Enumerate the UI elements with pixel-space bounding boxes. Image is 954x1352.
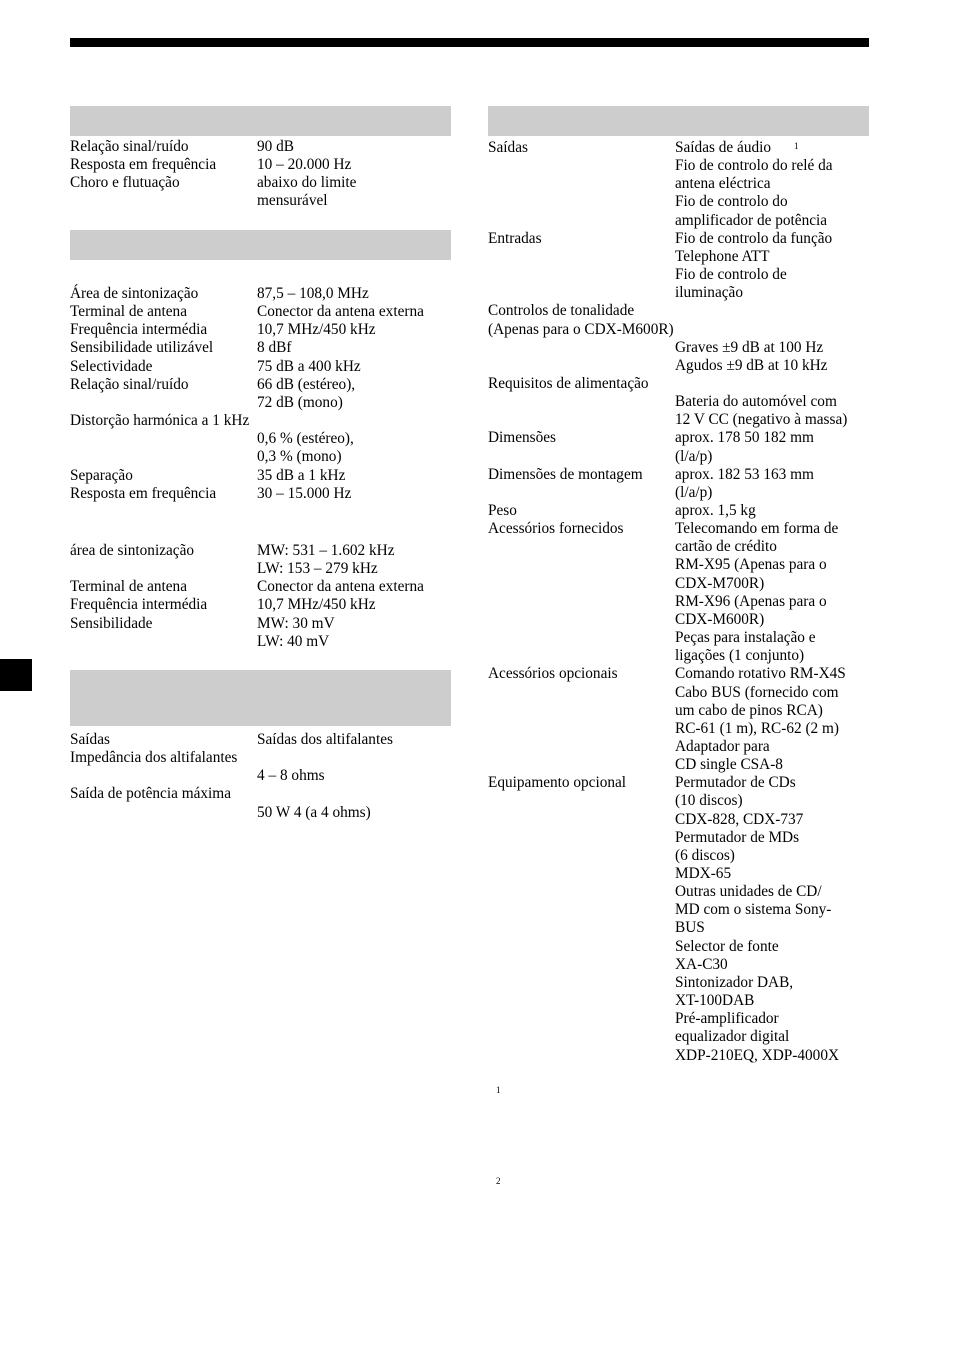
spec-value: Bateria do automóvel com	[675, 393, 837, 411]
spec-value: cartão de crédito	[675, 538, 777, 556]
cd-player-section-header	[70, 106, 451, 136]
spec-value: aprox. 178 50 182 mm	[675, 429, 814, 447]
spec-label: Peso	[488, 502, 517, 519]
footnote-2-marker: 2	[496, 1176, 501, 1186]
spec-value: Conector da antena externa	[257, 303, 424, 321]
spec-value: Permutador de MDs	[675, 828, 800, 846]
spec-value: RM-X95 (Apenas para o	[675, 556, 827, 574]
spec-label: Resposta em frequência	[70, 156, 217, 174]
power-amplifier-section-header	[70, 670, 451, 726]
spec-value: 50 W 4 (a 4 ohms)	[257, 803, 371, 821]
footnote-1-marker: 1	[496, 1085, 501, 1095]
spec-label: Relação sinal/ruído	[70, 138, 189, 155]
spec-label: Terminal de antena	[70, 578, 187, 596]
spec-label: Relação sinal/ruído	[70, 375, 189, 393]
spec-value: 10,7 MHz/450 kHz	[257, 596, 376, 614]
spec-label: Entradas	[488, 229, 542, 247]
spec-label: Sensibilidade utilizável	[70, 339, 214, 357]
spec-label: Acessórios opcionais	[488, 665, 618, 683]
spec-value: 90 dB	[257, 138, 294, 155]
spec-value: iluminação	[675, 284, 743, 302]
spec-value: LW: 153 – 279 kHz	[257, 560, 378, 578]
spec-value: RM-X96 (Apenas para o	[675, 592, 827, 610]
spec-label: Resposta em frequência	[70, 484, 217, 502]
spec-value: MW: 30 mV	[257, 614, 335, 632]
spec-value: CDX-828, CDX-737	[675, 810, 804, 828]
spec-label: Requisitos de alimentação	[488, 374, 649, 392]
section-tab-marker	[0, 659, 32, 691]
am-specs	[70, 540, 451, 655]
spec-value: Cabo BUS (fornecido com	[675, 683, 839, 701]
spec-value: Outras unidades de CD/	[675, 883, 822, 901]
spec-value: Fio de controlo de	[675, 266, 787, 284]
spec-value: LW: 40 mV	[257, 632, 330, 650]
power-amplifier-specs	[70, 728, 451, 828]
spec-value: RC-61 (1 m), RC-62 (2 m)	[675, 719, 840, 737]
spec-label: Dimensões	[488, 429, 556, 447]
fm-specs	[70, 262, 451, 512]
spec-label: Saídas	[70, 731, 110, 748]
spec-value: Telephone ATT	[675, 247, 770, 265]
spec-label: Frequência intermédia	[70, 321, 208, 339]
spec-value: (l/a/p)	[675, 483, 713, 501]
spec-label: Terminal de antena	[70, 303, 187, 321]
spec-value: 12 V CC (negativo à massa)	[675, 411, 848, 429]
spec-value: XA-C30	[675, 955, 728, 973]
spec-value: 75 dB a 400 kHz	[257, 357, 361, 375]
spec-value: BUS	[675, 919, 705, 937]
spec-label: Separação	[70, 466, 133, 484]
spec-value: XT-100DAB	[675, 992, 755, 1010]
spec-value: 30 – 15.000 Hz	[257, 484, 352, 502]
spec-value: 35 dB a 1 kHz	[257, 466, 346, 484]
spec-value: equalizador digital	[675, 1028, 790, 1046]
spec-value: 66 dB (estéreo),	[257, 375, 356, 393]
spec-value: 72 dB (mono)	[257, 393, 343, 411]
spec-label: Equipamento opcional	[488, 774, 627, 792]
spec-value: Peças para instalação e	[675, 629, 816, 647]
spec-value: CD single CSA-8	[675, 756, 783, 774]
spec-value: (l/a/p)	[675, 447, 713, 465]
spec-value: mensurável	[257, 192, 328, 210]
spec-label: Controlos de tonalidade	[488, 302, 635, 320]
spec-value: Sintonizador DAB,	[675, 973, 794, 991]
spec-label: Área de sintonização	[70, 285, 199, 302]
cd-player-specs	[70, 138, 451, 214]
spec-value: Saídas de áudio	[675, 139, 772, 156]
spec-value: 10 – 20.000 Hz	[257, 156, 352, 174]
general-specs	[488, 138, 869, 1068]
spec-value: Fio de controlo da função	[675, 229, 833, 247]
spec-value: (10 discos)	[675, 792, 743, 810]
spec-value: antena eléctrica	[675, 175, 771, 193]
spec-value: Adaptador para	[675, 737, 770, 755]
spec-label: área de sintonização	[70, 542, 195, 559]
spec-value: aprox. 182 53 163 mm	[675, 465, 814, 483]
tuner-section-header	[70, 230, 451, 260]
spec-value: Fio de controlo do	[675, 193, 788, 211]
spec-label: Dimensões de montagem	[488, 465, 643, 483]
spec-value: aprox. 1,5 kg	[675, 502, 756, 519]
spec-value: um cabo de pinos RCA)	[675, 701, 823, 719]
spec-value: (6 discos)	[675, 846, 735, 864]
spec-label: (Apenas para o CDX-M600R)	[488, 320, 674, 338]
general-section-header	[488, 106, 869, 136]
spec-value: Permutador de CDs	[675, 774, 796, 792]
spec-label: Saídas	[488, 139, 528, 156]
spec-label: Frequência intermédia	[70, 596, 208, 614]
top-rule	[70, 38, 869, 47]
spec-value: CDX-M600R)	[675, 610, 765, 628]
spec-value: Selector de fonte	[675, 937, 779, 955]
spec-value: Comando rotativo RM-X4S	[675, 665, 846, 683]
spec-value: 8 dBf	[257, 339, 292, 357]
spec-value: 0,3 % (mono)	[257, 448, 342, 466]
spec-label: Acessórios fornecidos	[488, 520, 624, 538]
spec-value: 0,6 % (estéreo),	[257, 430, 354, 448]
spec-value: MW: 531 – 1.602 kHz	[257, 542, 395, 559]
spec-value: 10,7 MHz/450 kHz	[257, 321, 376, 339]
spec-label: Distorção harmónica a 1 kHz	[70, 412, 250, 430]
spec-label: Choro e flutuação	[70, 174, 180, 192]
spec-label: Saída de potência máxima	[70, 785, 231, 803]
spec-value: abaixo do limite	[257, 174, 357, 192]
spec-value: MDX-65	[675, 865, 732, 882]
spec-value: CDX-M700R)	[675, 574, 765, 592]
spec-value: Agudos ±9 dB at 10 kHz	[675, 356, 828, 374]
spec-label: Sensibilidade	[70, 614, 153, 632]
spec-value: MD com o sistema Sony-	[675, 901, 832, 919]
spec-value: Graves ±9 dB at 100 Hz	[675, 338, 824, 356]
spec-value: Pré-amplificador	[675, 1010, 779, 1028]
spec-label: Impedância dos altifalantes	[70, 749, 238, 767]
spec-value: 4 – 8 ohms	[257, 767, 325, 785]
spec-value: Telecomando em forma de	[675, 520, 839, 538]
spec-value: Saídas dos altifalantes	[257, 731, 393, 748]
spec-value: 87,5 – 108,0 MHz	[257, 285, 369, 302]
spec-value: ligações (1 conjunto)	[675, 647, 805, 665]
spec-value: amplificador de potência	[675, 211, 828, 229]
footnote-reference-1: 1	[794, 141, 799, 151]
spec-value: Conector da antena externa	[257, 578, 424, 596]
spec-label: Selectividade	[70, 357, 153, 375]
spec-value: Fio de controlo do relé da	[675, 157, 833, 175]
spec-value: XDP-210EQ, XDP-4000X	[675, 1046, 840, 1064]
